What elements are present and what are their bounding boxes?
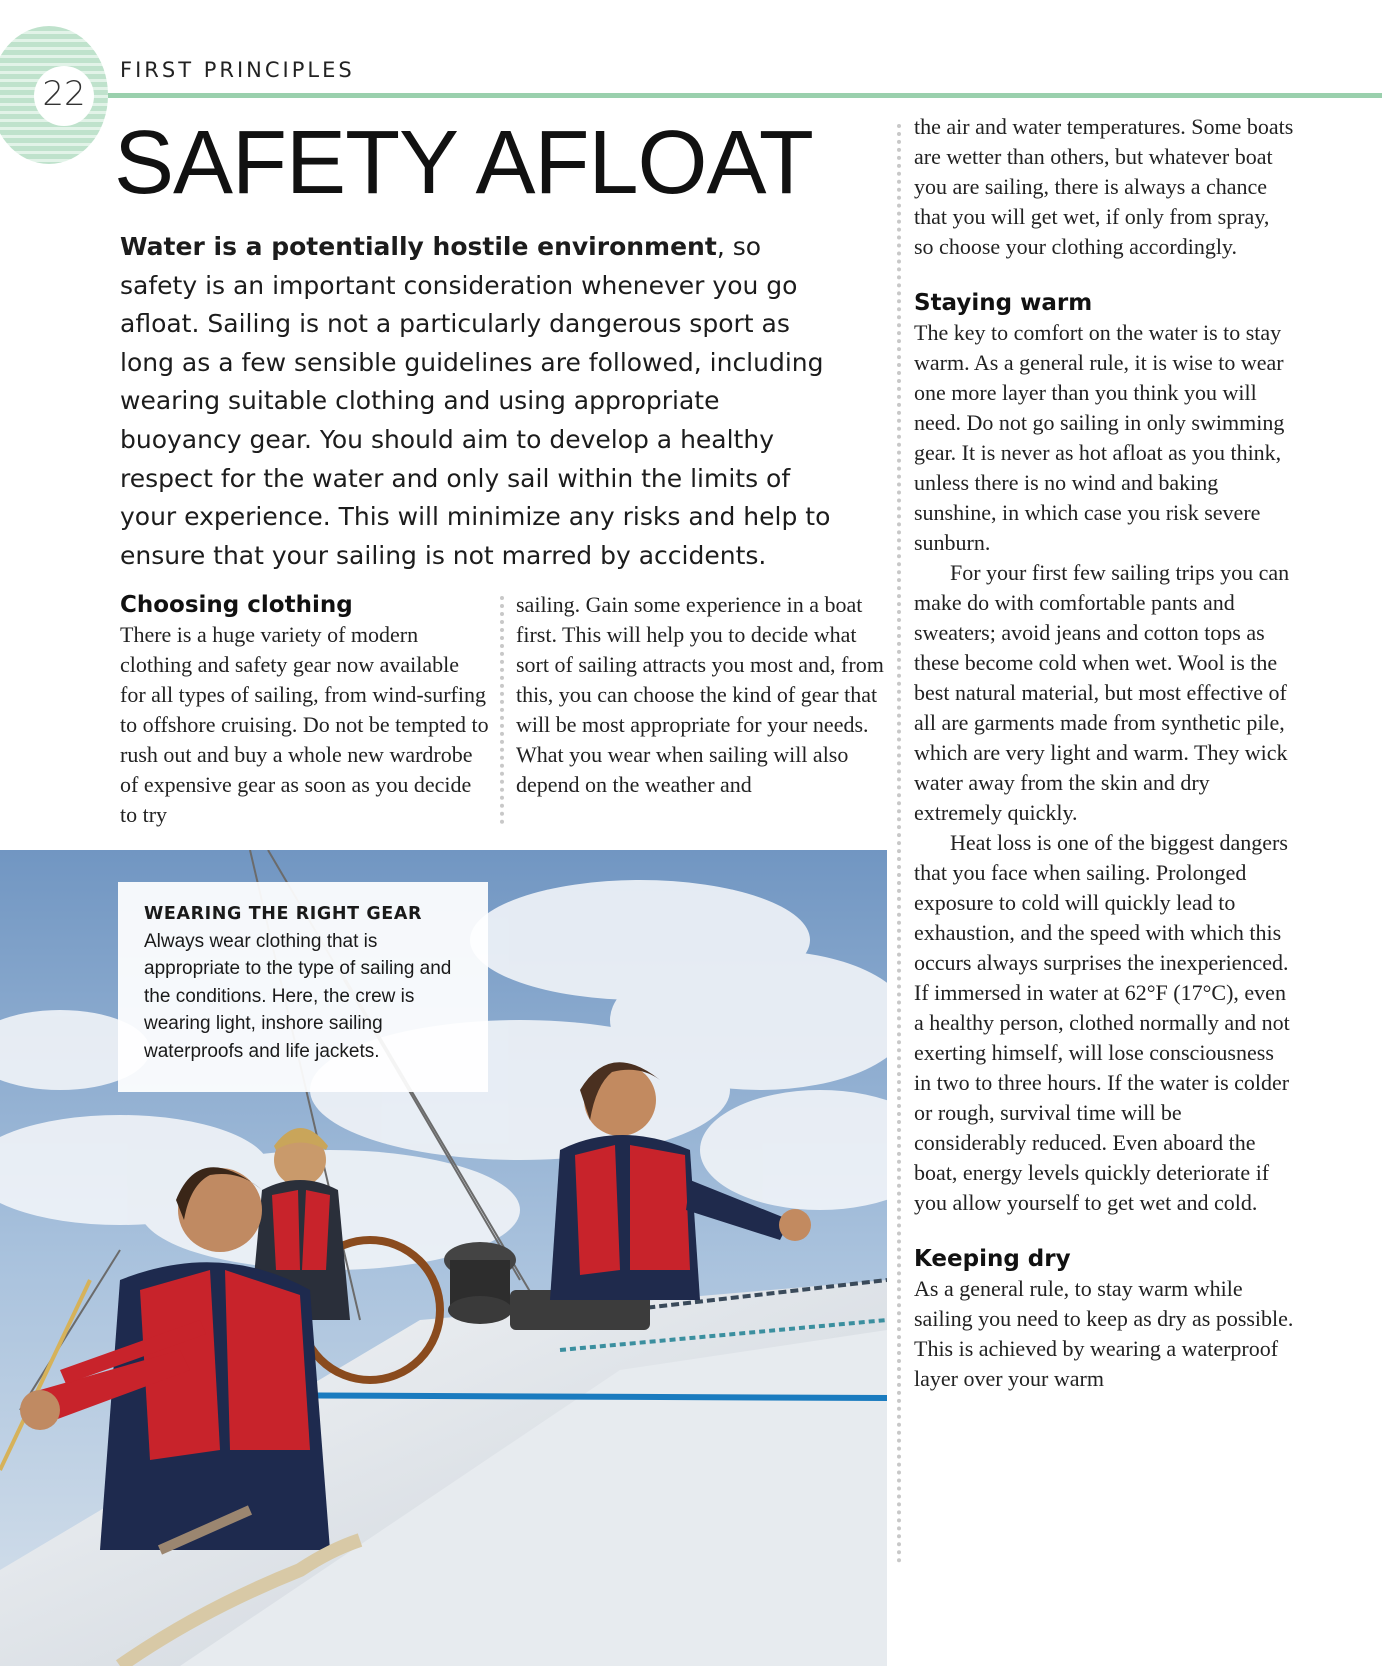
staying-warm-paragraph: Heat loss is one of the biggest dangers that you face when sailing. Prolonged exposure to cold will quickly lead to exhaustion, and the speed with which this occurs always surprises the inexperienced. If immersed in water at 62°F (17°C), even a healthy person, clothed normally and not exerting himself, will lose consciousness in two to three hours. If the water is colder or rough, survival time will be considerably reduced. Even aboard the boat, energy levels quickly deteriorate if you allow yourself to get wet and cold. — [914, 830, 1290, 1215]
text-column-1 — [120, 590, 490, 830]
text-column-3 — [914, 112, 1294, 1394]
photo-caption — [118, 882, 488, 1092]
keeping-dry-text: As a general rule, to stay warm while sailing you need to keep as dry as possible. This is achieved by wearing a waterproof layer over your warm — [914, 1276, 1294, 1391]
choosing-clothing-text-1: There is a huge variety of modern clothing and safety gear now available for all types of sailing, from wind-surfing to offshore cruising. Do not be tempted to rush out and buy a whole new wardrobe of expensive gear as soon as you decide to try — [120, 622, 489, 827]
intro-lead: Water is a potentially hostile environment — [120, 232, 717, 261]
caption-title: WEARING THE RIGHT GEAR — [144, 904, 423, 924]
heading-keeping-dry: Keeping dry — [914, 1246, 1071, 1272]
choosing-clothing-text-2: sailing. Gain some experience in a boat first. This will help you to decide what sort of sailing attracts you most and, from this, you can choose the kind of gear that will be most appropriate for your needs. What you wear when sailing will also depend on the weather and — [516, 592, 884, 797]
section-label: FIRST PRINCIPLES — [120, 58, 355, 82]
staying-warm-paragraph: For your first few sailing trips you can make do with comfortable pants and sweaters; avoid jeans and cotton tops as these become cold when wet. Wool is the best natural material, but most effective of all are garments made from synthetic pile, which are very light and warm. They wick water away from the skin and dry extremely quickly. — [914, 560, 1290, 825]
staying-warm-paragraph: The key to comfort on the water is to stay warm. As a general rule, it is wise to wear one more layer than you think you will need. Do not go sailing in only swimming gear. It is never as hot afloat as you think, unless there is no wind and baking sunshine, in which case you risk severe sunburn. — [914, 320, 1285, 555]
column-divider-dots — [500, 596, 504, 824]
heading-staying-warm: Staying warm — [914, 290, 1093, 316]
column-divider-dots — [897, 124, 901, 1564]
header-rule — [108, 93, 1382, 98]
text-column-2 — [516, 590, 888, 800]
intro-text: , so safety is an important consideration whenever you go afloat. Sailing is not a particularly dangerous sport as long as a few sensible guidelines are followed, including wearing suitable clothing and using appropriate buoyancy gear. You should aim to develop a healthy respect for the water and only sail within the limits of your experience. This will minimize any risks and help to ensure that your sailing is not marred by accidents. — [120, 232, 831, 570]
intro-paragraph — [120, 228, 840, 575]
page-title: SAFETY AFLOAT — [114, 113, 813, 213]
choosing-clothing-text-3: the air and water temperatures. Some boats are wetter than others, but whatever boat you are sailing, there is always a chance that you will get wet, if only from spray, so choose your clothing accordingly. — [914, 114, 1294, 259]
heading-choosing-clothing: Choosing clothing — [120, 592, 353, 618]
caption-text: Always wear clothing that is appropriate to the type of sailing and the conditions. Here, the crew is wearing light, inshore sailing waterproofs and life jackets. — [144, 931, 452, 1062]
page-number: 22 — [42, 74, 86, 114]
